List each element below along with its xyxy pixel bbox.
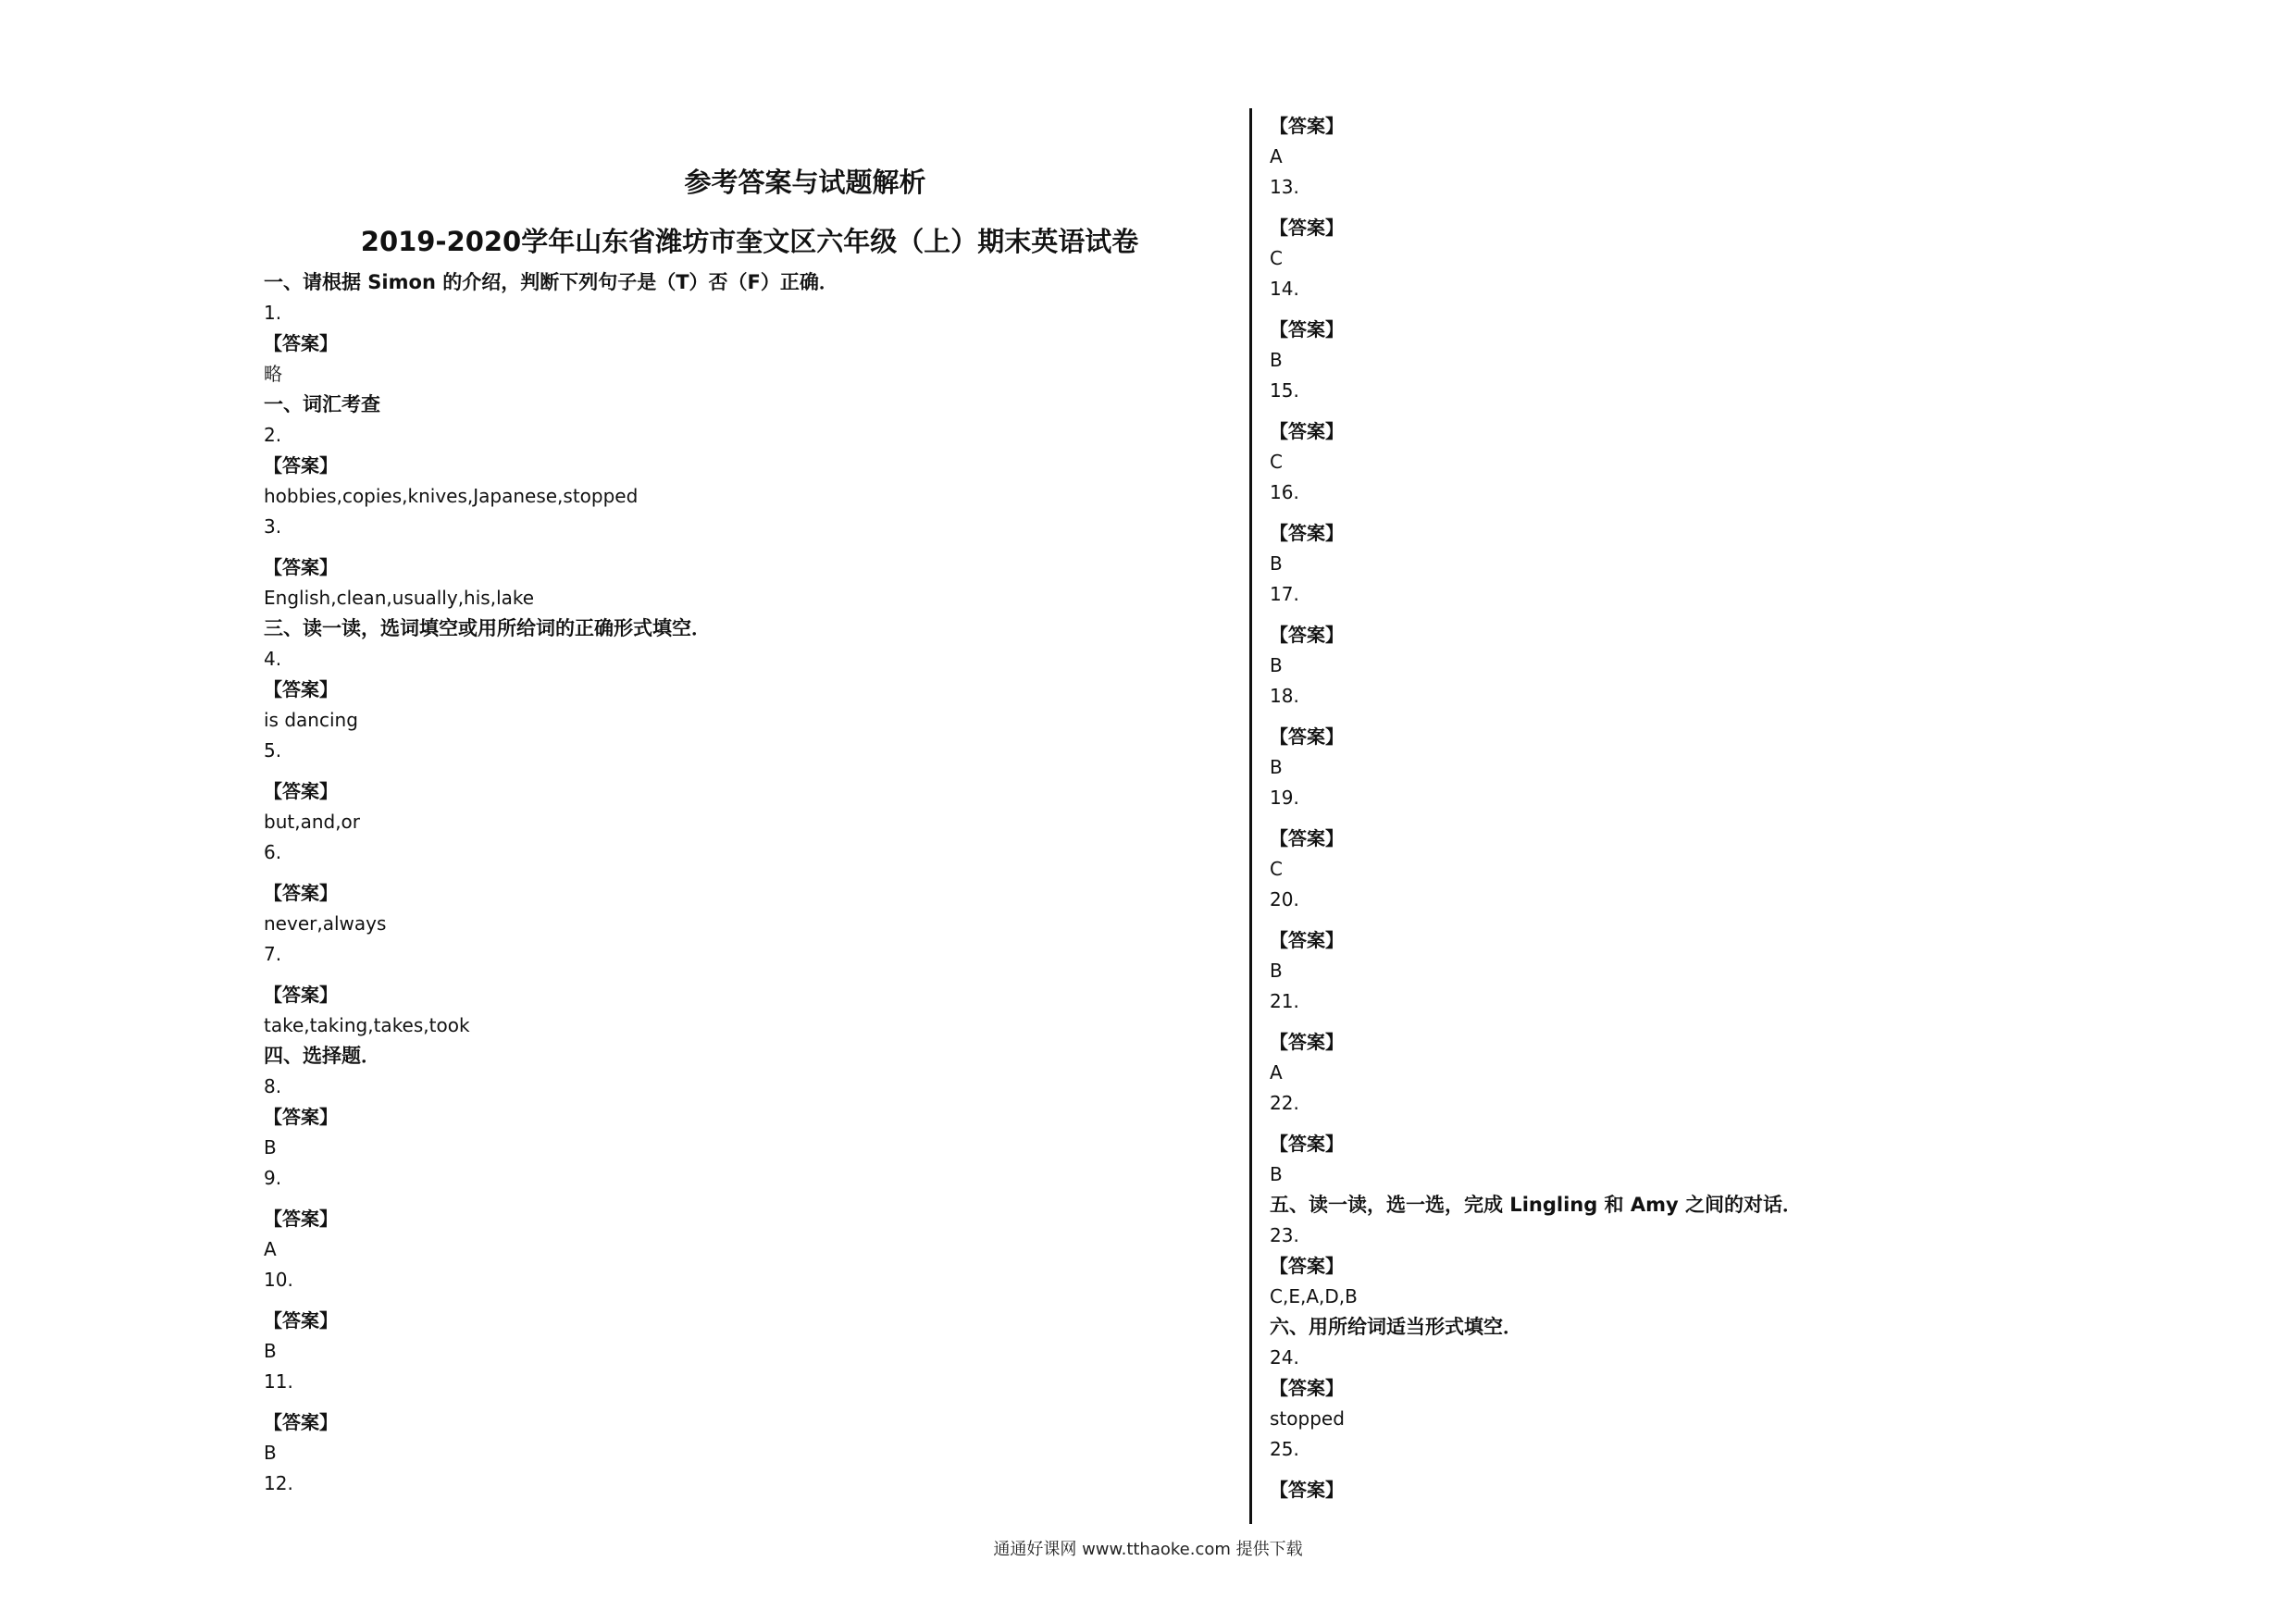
answer-text: B [1270,552,1283,575]
column-divider [1249,108,1252,1524]
answer-text: B [1270,960,1283,982]
answer-text: A [1270,145,1283,167]
question-number: 7. [264,943,282,965]
question-number: 3. [264,515,282,538]
answer-label: 【答案】 [1270,318,1344,341]
right-answer-list [1270,111,2195,1505]
answer-label: 【答案】 [264,332,338,354]
answer-text: A [264,1238,277,1260]
answer-label: 【答案】 [264,1309,338,1332]
answer-label: 【答案】 [1270,1479,1344,1501]
section-heading: 四、选择题． [264,1045,380,1067]
answer-text: but,and,or [264,811,361,833]
answer-label: 【答案】 [1270,522,1344,544]
answer-label: 【答案】 [264,882,338,904]
spacer [1270,508,2195,518]
answer-label: 【答案】 [1270,1255,1344,1277]
answer-text: hobbies,copies,knives,Japanese,stopped [264,485,639,507]
answer-label: 【答案】 [1270,1377,1344,1399]
right-column [1270,111,2195,1505]
page-footer: 通通好课网 www.tthaoke.com 提供下载 [993,1540,1303,1559]
question-number: 11. [264,1370,293,1393]
section-heading: 一、请根据 Simon 的介绍，判断下列句子是（T）否（F）正确． [264,271,838,293]
section-heading: 六、用所给词适当形式填空． [1270,1316,1522,1338]
spacer [1270,813,2195,824]
question-number: 19. [1270,787,1299,809]
question-number: 10. [264,1269,293,1291]
answer-label: 【答案】 [1270,827,1344,849]
answer-text: B [264,1340,277,1362]
answer-text: B [1270,654,1283,676]
answer-text: C,E,A,D,B [1270,1285,1358,1307]
spacer [1270,406,2195,416]
answer-label: 【答案】 [1270,1133,1344,1155]
question-number: 14. [1270,278,1299,300]
question-number: 12. [264,1472,293,1494]
section-heading: 一、词汇考查 [264,393,380,415]
answer-label: 【答案】 [1270,115,1344,137]
answer-label: 【答案】 [264,556,338,578]
question-number: 17. [1270,583,1299,605]
left-answer-list [264,267,1235,1499]
question-number: 18. [1270,685,1299,707]
question-number: 1. [264,302,282,324]
answer-text: never,always [264,912,387,935]
spacer [264,1397,1235,1407]
answer-text: B [264,1442,277,1464]
question-number: 13. [1270,176,1299,198]
answer-text: C [1270,858,1283,880]
question-number: 8. [264,1075,282,1097]
spacer [264,1194,1235,1204]
answer-label: 【答案】 [1270,420,1344,442]
answer-label: 【答案】 [264,780,338,802]
exam-title: 2019-2020学年山东省潍坊市奎文区六年级（上）期末英语试卷 [360,226,1139,257]
question-number: 24. [1270,1346,1299,1369]
spacer [1270,203,2195,213]
question-number: 6. [264,841,282,863]
question-number: 4. [264,648,282,670]
question-number: 25. [1270,1438,1299,1460]
question-number: 16. [1270,481,1299,503]
question-number: 22. [1270,1092,1299,1114]
spacer [1270,915,2195,925]
answer-text: B [264,1136,277,1158]
spacer [264,1295,1235,1306]
answer-label: 【答案】 [1270,725,1344,748]
question-number: 20. [1270,888,1299,911]
spacer [264,766,1235,776]
left-column [264,162,1235,1499]
answer-label: 【答案】 [264,1411,338,1433]
answer-text: is dancing [264,709,358,731]
spacer [264,970,1235,980]
spacer [1270,1465,2195,1475]
answer-label: 【答案】 [264,1106,338,1128]
question-number: 5. [264,739,282,762]
question-number: 2. [264,424,282,446]
question-number: 15. [1270,379,1299,402]
answer-text: B [1270,349,1283,371]
question-number: 21. [1270,990,1299,1012]
question-number: 9. [264,1167,282,1189]
answer-text: A [1270,1061,1283,1084]
answer-text: C [1270,247,1283,269]
section-heading: 五、读一读，选一选，完成 Lingling 和 Amy 之间的对话． [1270,1194,1803,1216]
answer-text: C [1270,451,1283,473]
spacer [1270,610,2195,620]
spacer [1270,1017,2195,1027]
answer-label: 【答案】 [1270,1031,1344,1053]
page-title: 参考答案与试题解析 [684,167,926,198]
answer-label: 【答案】 [264,454,338,477]
spacer [264,542,1235,552]
answer-label: 【答案】 [264,678,338,700]
answer-text: take,taking,takes,took [264,1014,470,1036]
answer-label: 【答案】 [264,984,338,1006]
spacer [1270,1119,2195,1129]
answer-text: stopped [1270,1407,1345,1430]
spacer [264,868,1235,878]
question-number: 23. [1270,1224,1299,1246]
answer-text: English,clean,usually,his,lake [264,587,535,609]
spacer [1270,712,2195,722]
answer-text: B [1270,756,1283,778]
answer-label: 【答案】 [264,1208,338,1230]
spacer [1270,304,2195,315]
answer-label: 【答案】 [1270,929,1344,951]
answer-text: 略 [264,363,282,385]
answer-label: 【答案】 [1270,624,1344,646]
answer-label: 【答案】 [1270,217,1344,239]
section-heading: 三、读一读，选词填空或用所给词的正确形式填空． [264,617,711,639]
answer-text: B [1270,1163,1283,1185]
